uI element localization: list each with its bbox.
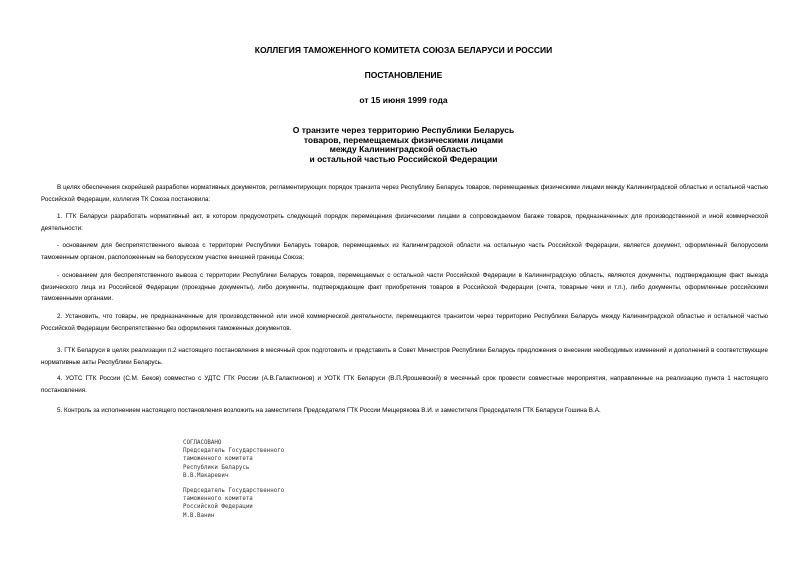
title-line: между Калининградской областью (329, 144, 478, 154)
clause-1-bullet-2: - основанием для беспрепятственного вывоза с территории Республики Беларусь товаров, перемещаемых с остальной части Российской Федерации в Калининградскую область, являются документы, подтверждающие факт выезда физического лица из Российской Федерации (проездные документы), либо документы, подтверждающие факт приобретения товаров в Российской Федерации (счета, товарные чеки и т.п.), либо документы, оформленные российскими таможенными органами. (41, 272, 768, 302)
signature-block-russia (183, 487, 284, 520)
signature-line: таможенного комитета (183, 496, 253, 503)
signature-line: Республики Беларусь (183, 464, 250, 471)
document-title (0, 126, 807, 164)
document-date: от 15 июня 1999 года (359, 95, 448, 105)
title-line: и остальной частью Российской Федерации (309, 153, 498, 164)
clause-3-paragraph: 3. ГТК Беларуси в целях реализации п.2 настоящего постановления в месячный срок подготовить и представить в Совет Министров Республики Беларусь предложения о внесении необходимых изменений и дополнений в соответствующие нормативные акты Республики Беларусь. (41, 347, 768, 366)
title-line: товаров, перемещаемых физическими лицами (303, 134, 504, 145)
document-type-heading: ПОСТАНОВЛЕНИЕ (364, 70, 443, 80)
preamble-paragraph: В целях обеспечения скорейшей разработки нормативных документов, регламентирующих порядок транзита через Республику Беларусь товаров, перемещаемых физическими лицами между Калининградской областью и остальной частью Российской Федерации, коллегия ТК Союза постановила: (41, 184, 768, 203)
clause-4-paragraph: 4. УОТС ГТК России (С.М. Беков) совместно с УДТС ГТК России (А.В.Галактионов) и УОТК ГТК Беларуси (В.П.Ярошевский) в месячный срок провести совместные мероприятия, направленные на реализацию пункта 1 настоящего постановления. (41, 375, 768, 394)
signature-line: Председатель Государственного (183, 488, 285, 494)
signature-line: Российской Федерации (183, 504, 253, 511)
signature-line: таможенного комитета (183, 456, 253, 463)
signature-line: СОГЛАСОВАНО (183, 440, 222, 446)
clause-2-paragraph: 2. Установить, что товары, не предназначенные для производственной или иной коммерческой деятельности, перемещаются транзитом через территорию Республики Беларусь между Калининградской областью и остальной частью Российской Федерации беспрепятственно без оформления таможенных документов. (41, 313, 768, 332)
clause-5-paragraph: 5. Контроль за исполнением настоящего постановления возложить на заместителя Председателя ГТК России Мещерякова В.И. и заместителя Председателя ГТК Беларуси Гошина В.А. (57, 407, 601, 414)
issuing-body-heading: КОЛЛЕГИЯ ТАМОЖЕННОГО КОМИТЕТА СОЮЗА БЕЛАРУСИ И РОССИИ (254, 45, 553, 55)
signature-block-belarus (183, 439, 284, 480)
signature-line: Председатель Государственного (183, 448, 285, 455)
clause-1-paragraph: 1. ГТК Беларуси разработать нормативный акт, в котором предусмотреть следующий порядок перемещения физическими лицами в сопровождаемом багаже товаров, предназначенных для производственной и иной коммерческой деятельности: (41, 213, 768, 232)
signature-name: М.В.Ванин (183, 512, 215, 519)
clause-1-bullet-1: - основанием для беспрепятственного вывоза с территории Республики Беларусь товаров, перемещаемых из Калининградской области на остальную часть Российской Федерации, является документ, оформленный белорусским таможенным органом, расположенным на белорусском участке внешней границы Союза; (41, 242, 768, 261)
signature-name: В.В.Макаревич (183, 472, 229, 479)
title-line: О транзите через территорию Республики Беларусь (292, 125, 515, 135)
